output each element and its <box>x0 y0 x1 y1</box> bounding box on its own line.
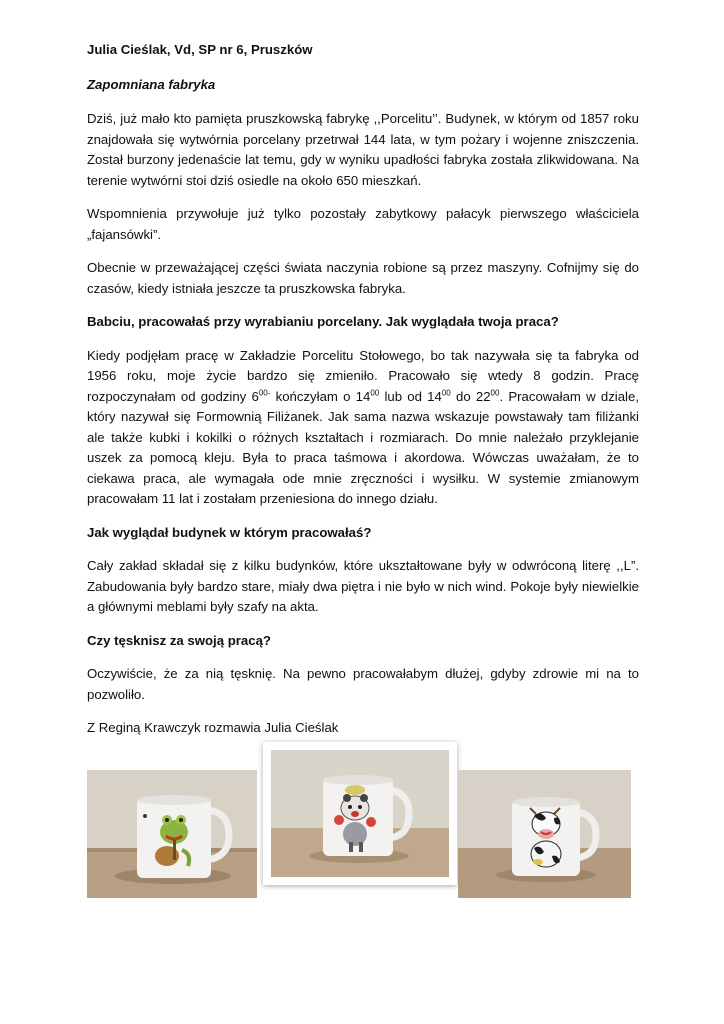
cow-mug-photo <box>458 770 631 898</box>
answer-3: Oczywiście, że za nią tęsknię. Na pewno pracowałabym dłużej, gdyby zdrowie mi na to pozwoliło. <box>87 666 639 702</box>
bear-mug-photo-frame <box>263 742 457 885</box>
article-title: Zapomniana fabryka <box>87 76 216 92</box>
answer-1-text-d: do 22 <box>450 388 491 404</box>
answer-2: Cały zakład składał się z kilku budynków, które ukształtowane były w odwróconą literę ,,L”. Zabudowania były bardzo stare, miały dwa piętra i nie było w nich wind. Pokoje były niewielkie a głównymi meblami były szafy na akta. <box>87 558 639 614</box>
answer-1-text-a: Kiedy podjęłam pracę w Zakładzie Porcelitu Stołowego, bo tak nazywała się ta fabryka od 1956 roku, moje życie bardzo się zmieniło. Pracowało się wtedy 8 godzin. Pracę rozpoczynałam od godziny 6 <box>87 347 639 404</box>
intro-paragraph-2: Wspomnienia przywołuje już tylko pozostały zabytkowy pałacyk pierwszego właściciela „fajansówki”. <box>87 206 639 242</box>
intro-paragraph-1: Dziś, już mało kto pamięta pruszkowską fabrykę ,,Porcelitu’’. Budynek, w którym od 1857 roku znajdowała się wytwórnia porcelany przetrwał 144 lata, w tym pożary i wojenne zniszczenia. Został burzony jedenaście lat temu, gdy w wyniku upadłości fabryka została zlikwidowana. Na terenie wytwórni stoi dziś osiedle na około 650 mieszkań. <box>87 111 639 188</box>
intro-paragraph-3: Obecnie w przeważającej części świata naczynia robione są przez maszyny. Cofnijmy się do czasów, kiedy istniała jeszcze ta pruszkowska fabryka. <box>87 260 639 296</box>
answer-1-sup-d: 00 <box>490 388 500 398</box>
answer-1-text-e: . Pracowałam w dziale, który nazywał się Formownią Filiżanek. Jak sama nazwa wskazuje powstawały tam filiżanki ale także kubki i kokilki o różnych kształtach i rozmiarach. Do mnie należało przyklejanie uszek za pomocą kleju. Była to praca taśmowa i akordowa. Wówczas uważałam, że to ciekawa praca, ale wymagała ode mnie zręczności i wysiłku. W systemie zmianowym pracowałam 11 lat i zostałam przeniesiona do innego działu. <box>87 388 639 506</box>
bear-mug-photo <box>271 750 449 877</box>
answer-1-sup-b: 00 <box>370 388 380 398</box>
question-2: Jak wyglądał budynek w którym pracowałaś? <box>87 524 372 540</box>
question-1: Babciu, pracowałaś przy wyrabianiu porcelany. Jak wyglądała twoja praca? <box>87 314 559 329</box>
answer-1-sup-c: 00 <box>441 388 451 398</box>
signature: Z Reginą Krawczyk rozmawia Julia Cieślak <box>87 720 339 735</box>
answer-1-text-b: kończyłam o 14 <box>270 388 371 404</box>
author-line: Julia Cieślak, Vd, SP nr 6, Pruszków <box>87 42 313 57</box>
answer-1-sup-a: 00- <box>258 388 271 398</box>
answer-1-text-c: lub od 14 <box>379 388 442 404</box>
frog-mug-photo <box>87 770 257 898</box>
question-3: Czy tęsknisz za swoją pracą? <box>87 632 271 648</box>
